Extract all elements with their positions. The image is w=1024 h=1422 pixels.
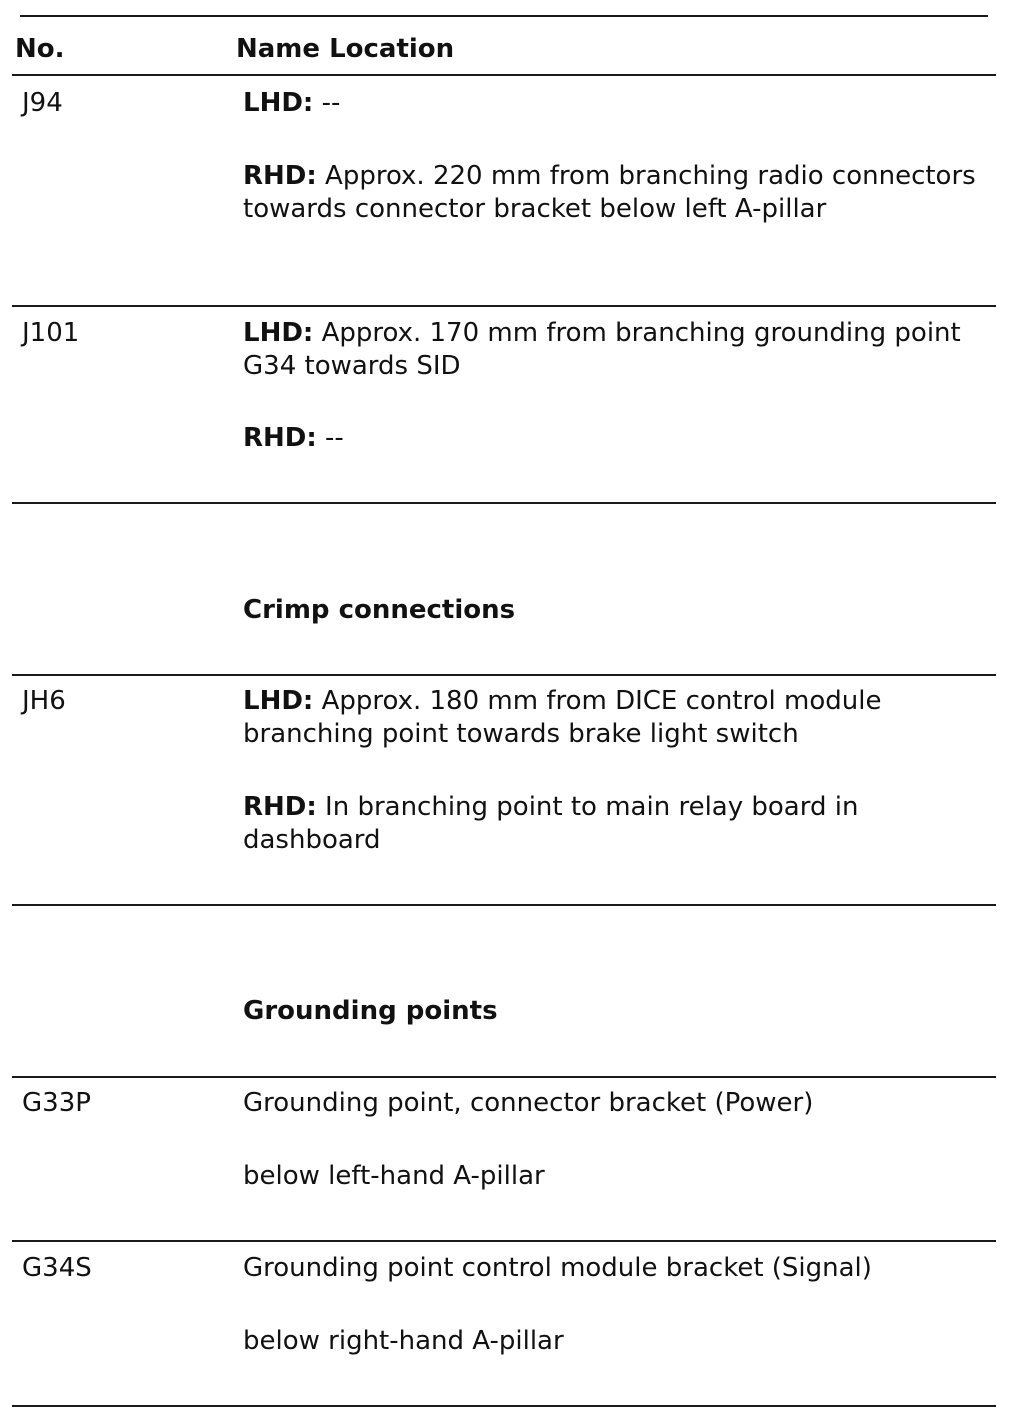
row-number: J101 (22, 318, 80, 348)
row-number: G33P (22, 1088, 91, 1118)
column-header-location: Name Location (236, 34, 455, 64)
section-rule (12, 674, 996, 676)
location-text: Approx. 170 mm from branching grounding point G34 towards SID (243, 318, 961, 381)
lhd-label: LHD: (243, 88, 314, 118)
location-text: Grounding point, connector bracket (Power) (243, 1088, 814, 1118)
lhd-label: LHD: (243, 686, 314, 716)
lhd-label: LHD: (243, 318, 314, 348)
row-rule (12, 502, 996, 504)
row-rule (12, 1240, 996, 1242)
row-number: JH6 (22, 686, 66, 716)
location-text: Approx. 220 mm from branching radio connectors towards connector bracket below left A-pillar (243, 161, 976, 224)
location-entry (243, 160, 983, 226)
location-text: In branching point to main relay board in dashboard (243, 792, 859, 855)
row-rule (12, 904, 996, 906)
header-rule (12, 74, 996, 76)
rhd-label: RHD: (243, 161, 317, 191)
table-top-rule (20, 15, 988, 17)
location-entry (243, 685, 983, 751)
table-bottom-rule (12, 1405, 996, 1407)
row-rule (12, 305, 996, 307)
location-text: -- (313, 88, 341, 118)
location-text: Grounding point control module bracket (Signal) (243, 1253, 872, 1283)
location-entry (243, 791, 983, 857)
location-entry (243, 317, 983, 383)
section-heading-crimp: Crimp connections (243, 595, 516, 625)
column-header-no: No. (15, 34, 65, 64)
section-heading-grounding: Grounding points (243, 996, 498, 1026)
location-text: Approx. 180 mm from DICE control module branching point towards brake light switch (243, 686, 882, 749)
rhd-label: RHD: (243, 792, 317, 822)
location-text: -- (316, 423, 344, 453)
location-text: below left-hand A-pillar (243, 1161, 545, 1191)
row-number: G34S (22, 1253, 92, 1283)
location-entry (243, 422, 983, 455)
location-entry (243, 87, 983, 120)
rhd-label: RHD: (243, 423, 317, 453)
row-number: J94 (22, 88, 63, 118)
section-rule (12, 1076, 996, 1078)
location-text: below right-hand A-pillar (243, 1326, 564, 1356)
